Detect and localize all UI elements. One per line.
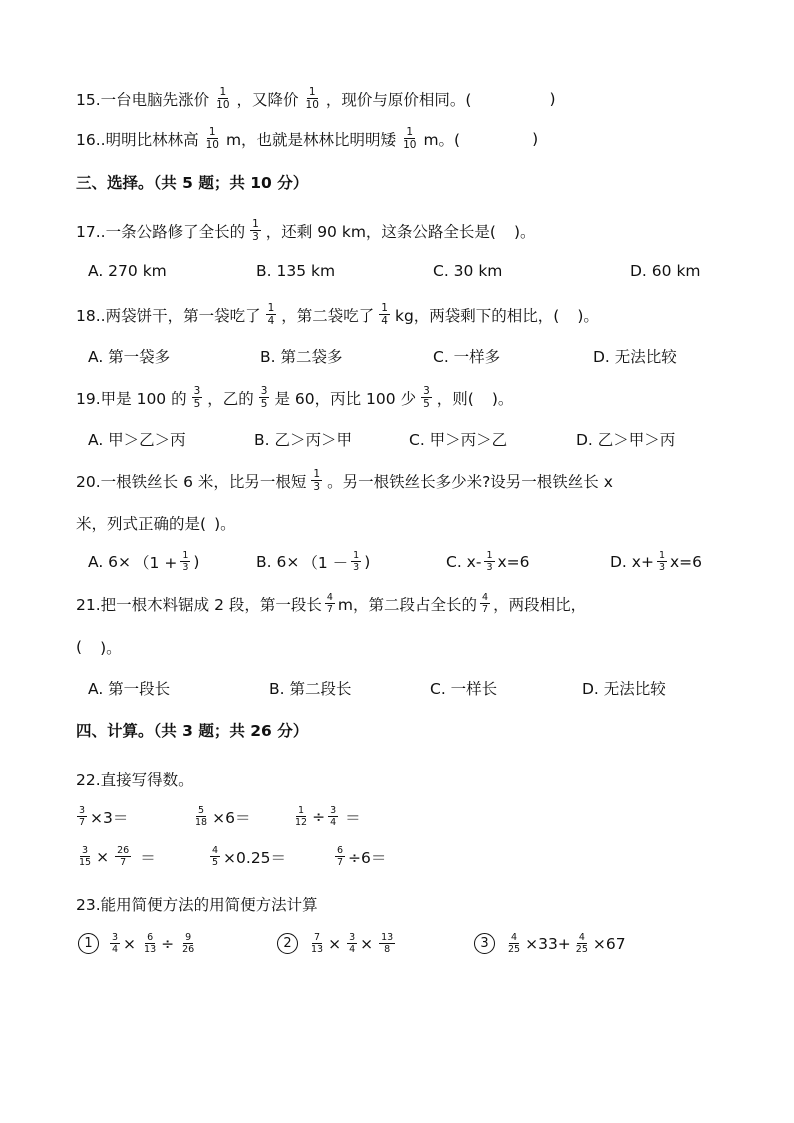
q19-text: 19.甲是 100 的 [76, 389, 187, 408]
q18-option-d[interactable]: D. 无法比较 [593, 348, 677, 366]
q15-text-2: ，又降价 [236, 90, 299, 109]
q18-text: 18..两袋饼干，第一袋吃了 [76, 306, 261, 325]
fraction: $\frac{1}{10}$ [403, 126, 417, 151]
fraction: $\frac{4}{7}$ [482, 592, 489, 615]
q20-option-b[interactable]: B. 6× （1 － $\frac{1}{3}$ ) [256, 550, 371, 573]
fraction: $\frac{1}{10}$ [205, 126, 219, 151]
q19-option-a[interactable]: A. 甲＞乙＞丙 [88, 431, 186, 449]
q20-text-3: 米，列式正确的是( [76, 515, 207, 533]
q20-option-c[interactable]: C. x- $\frac{1}{3}$ x=6 [446, 550, 530, 573]
q19-text-2: ，乙的 [207, 389, 254, 408]
fraction: $\frac{1}{3}$ [486, 550, 493, 573]
section-3-heading [76, 171, 308, 193]
q21-option-d[interactable]: D. 无法比较 [582, 680, 666, 698]
q19-text-4: ，则( [436, 389, 474, 408]
q16-close: ) [532, 129, 539, 148]
q22-item-6: $\frac{6}{7}$ ÷6＝ [337, 845, 387, 868]
fraction: $\frac{1}{3}$ [313, 468, 321, 493]
fraction: $\frac{3}{5}$ [423, 385, 430, 410]
circled-number-2: 2 [277, 933, 298, 954]
section-4-heading [76, 719, 308, 741]
q17-close: )。 [513, 222, 536, 241]
q16-text-2: m，也就是林林比明明矮 [225, 130, 397, 149]
q22-title: 22.直接写得数。 [76, 771, 194, 789]
fraction: $\frac{1}{10}$ [216, 86, 230, 111]
question-22 [76, 768, 194, 790]
circled-number-3: 3 [474, 933, 495, 954]
q19-option-c[interactable]: C. 甲＞丙＞乙 [409, 431, 508, 449]
q22-item-2: $\frac{5}{18}$ ×6＝ [195, 805, 251, 828]
q15-text: 15.一台电脑先涨价 [76, 90, 210, 109]
q18-text-3: kg，两袋剩下的相比，( [394, 306, 560, 325]
section-4-title: 四、计算。（共 3 题；共 26 分） [76, 722, 309, 740]
q23-problem-1: 1 $\frac{3}{4}$ × $\frac{6}{13}$ ÷ $\frac{9}{26}$ [78, 932, 199, 955]
q17-option-a[interactable]: A. 270 km [88, 262, 167, 280]
q19-option-b[interactable]: B. 乙＞丙＞甲 [254, 431, 352, 449]
q18-option-c[interactable]: C. 一样多 [433, 348, 501, 366]
q17-text: 17..一条公路修了全长的 [76, 222, 246, 241]
q21-option-c[interactable]: C. 一样长 [430, 680, 498, 698]
fraction: $\frac{1}{3}$ [658, 550, 665, 573]
fraction: $\frac{3}{5}$ [193, 385, 201, 410]
q21-option-b[interactable]: B. 第二段长 [269, 680, 352, 698]
q18-close: )。 [577, 306, 599, 325]
q17-text-2: ，还剩 90 km，这条公路全长是( [265, 222, 496, 241]
q21-text: 21.把一根木料锯成 2 段，第一段长 [76, 595, 322, 614]
q21-option-a[interactable]: A. 第一段长 [88, 680, 171, 698]
q16-text: 16..明明比林林高 [76, 130, 199, 149]
question-18 [76, 302, 599, 327]
fraction: $\frac{1}{4}$ [267, 302, 275, 327]
q19-option-d[interactable]: D. 乙＞甲＞丙 [576, 431, 676, 449]
section-3-title: 三、选择。（共 5 题；共 10 分） [76, 174, 309, 192]
q18-option-b[interactable]: B. 第二袋多 [260, 348, 343, 366]
fraction: $\frac{1}{3}$ [353, 550, 360, 573]
fraction: $\frac{1}{3}$ [252, 218, 259, 243]
question-16 [76, 126, 538, 151]
question-20-line-2 [76, 512, 236, 534]
q23-title: 23.能用简便方法的用简便方法计算 [76, 896, 318, 914]
question-15 [76, 86, 556, 111]
q23-problem-3: 3 $\frac{4}{25}$ ×33+ $\frac{4}{25}$ ×67 [474, 932, 626, 955]
question-21 [76, 592, 586, 615]
fraction: $\frac{1}{3}$ [182, 550, 189, 573]
q17-option-c[interactable]: C. 30 km [433, 262, 503, 280]
q18-text-2: ，第二袋吃了 [281, 306, 375, 325]
q22-item-5: $\frac{4}{5}$ ×0.25＝ [212, 845, 287, 868]
fraction: $\frac{1}{4}$ [381, 302, 388, 327]
q20-close: )。 [214, 515, 236, 533]
fraction: $\frac{1}{10}$ [305, 86, 319, 111]
question-19 [76, 385, 513, 410]
question-21-line-2 [76, 636, 122, 658]
circled-number-1: 1 [78, 933, 99, 954]
q22-item-1: $\frac{3}{7}$ ×3＝ [79, 805, 129, 828]
q21-text-2: m，第二段占全长的 [337, 595, 478, 614]
fraction: $\frac{4}{7}$ [326, 592, 333, 615]
question-17 [76, 218, 536, 243]
q17-option-d[interactable]: D. 60 km [630, 262, 701, 280]
q19-close: )。 [491, 389, 514, 408]
q16-text-3: m。( [423, 130, 461, 149]
q18-option-a[interactable]: A. 第一袋多 [88, 348, 171, 366]
q15-text-3: ，现价与原价相同。( [325, 90, 472, 109]
question-20 [76, 468, 613, 493]
q15-close: ) [549, 89, 556, 108]
question-23 [76, 893, 318, 915]
q19-text-3: 是 60，丙比 100 少 [274, 389, 417, 408]
q17-option-b[interactable]: B. 135 km [256, 262, 336, 280]
q22-item-3: $\frac{1}{12}$ ÷ $\frac{3}{4}$ ＝ [295, 805, 361, 828]
q21-close: )。 [100, 639, 122, 657]
q20-text: 20.一根铁丝长 6 米，比另一根短 [76, 472, 307, 491]
q22-item-4: $\frac{3}{15}$ × $\frac{26}{7}$ ＝ [79, 845, 156, 868]
q21-text-3: ，两段相比， [493, 595, 587, 614]
q20-option-d[interactable]: D. x+ $\frac{1}{3}$ x=6 [610, 550, 703, 573]
q20-text-2: 。另一根铁丝长多少米?设另一根铁丝长 x [327, 472, 613, 491]
fraction: $\frac{3}{5}$ [260, 385, 268, 410]
q21-open: ( [76, 638, 83, 656]
q20-option-a[interactable]: A. 6× （1 + $\frac{1}{3}$ ) [88, 550, 200, 573]
q23-problem-2: 2 $\frac{7}{13}$ × $\frac{3}{4}$ × $\frac{13}{8}$ [277, 932, 398, 955]
